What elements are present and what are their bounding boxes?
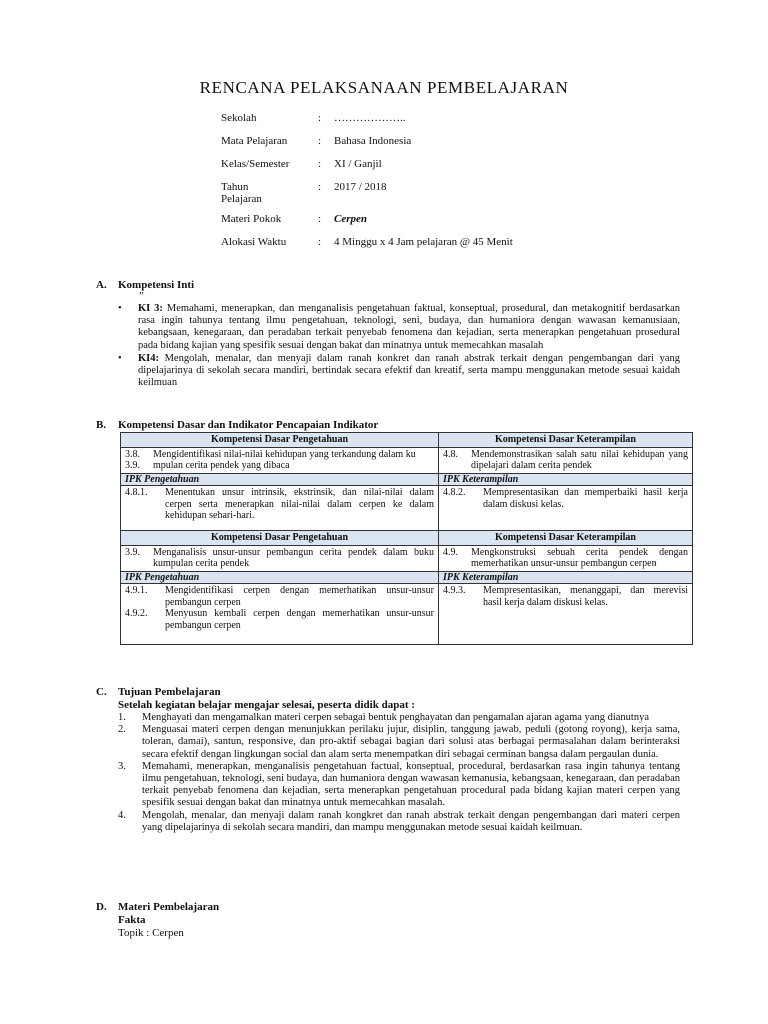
info-value: Bahasa Indonesia <box>334 135 412 147</box>
info-colon: : <box>318 236 322 248</box>
ipk-number: 4.8.2. <box>443 487 466 498</box>
info-label: Kelas/Semester <box>221 158 290 170</box>
kd-text: mpulan cerita pendek yang dibaca <box>153 460 290 471</box>
ki-list <box>118 303 680 390</box>
item-number: 2. <box>118 724 126 736</box>
info-value: XI / Ganjil <box>334 158 382 170</box>
ki-text: Mengolah, menalar, dan menyaji dalam ranah konkret dan ranah abstrak terkait dengan pengembangan dari yang dipelajarinya di sekolah secara mandiri, bertindak secara efektif dan kreatif, serta mampu menggunakan metode sesuai kaidah keilmuan <box>138 352 680 389</box>
item-number: 4. <box>118 809 126 821</box>
table-row <box>121 447 693 473</box>
ipk-header-row <box>121 571 693 584</box>
section-letter: D. <box>96 901 107 913</box>
kd-text: Mengkonstruksi sebuah cerita pendek dengan memerhatikan unsur-unsur pembangun cerpen <box>471 546 688 569</box>
info-colon: : <box>318 181 322 193</box>
item-number: 1. <box>118 712 126 723</box>
ipk-number: 4.9.2. <box>125 608 148 619</box>
ipk-text: Menentukan unsur intrinsik, ekstrinsik, dan nilai-nilai dalam cerpen serta menerapkan nilai-nilai dalam cerpen ke dalam kehidupan sehari-hari. <box>165 487 434 521</box>
section-letter: A. <box>96 279 107 291</box>
ki-label: KI 3: <box>138 303 163 314</box>
ipk-pengetahuan-label: IPK Pengetahuan <box>121 571 439 584</box>
kd-entry <box>443 547 688 570</box>
table-row <box>121 584 693 645</box>
ki-text: Memahami, menerapkan, dan menganalisis pengetahuan faktual, konseptual, prosedural, dan metakognitif berdasarkan rasa ingin tahunya tentang ilmu pengetahuan, teknologi, seni, budaya, dan humaniora dengan wawasan kemanusiaan, kebangsaan, kenegaraan, dan peradaban terkait penyebab fenomena dan kejadian, serta menerapkan pengetahuan prosedural pada bidang kajian yang spesifik sesuai dengan bakat dan minatnya untuk memecahkan masalah <box>138 303 680 351</box>
ipk-number: 4.8.1. <box>125 487 148 498</box>
ipk-number: 4.9.1. <box>125 585 148 596</box>
kd-keterampilan-cell <box>439 447 693 473</box>
ipk-entry <box>125 608 434 631</box>
table-row <box>121 545 693 571</box>
kd-keterampilan-cell <box>439 545 693 571</box>
ki-label: KI4: <box>138 352 159 364</box>
list-item <box>118 724 680 761</box>
kd-table <box>120 432 693 645</box>
table-header-row <box>121 433 693 448</box>
info-colon: : <box>318 135 322 147</box>
ipk-keterampilan-label: IPK Keterampilan <box>439 473 693 486</box>
kd-pengetahuan-cell <box>121 545 439 571</box>
item-text: Menguasai materi cerpen dengan menunjukkan perilaku jujur, disiplin, tanggung jawab, peduli (gotong royong), kerja sama, toleran, damai), santun, responsive, dan pro-aktif sebagai bagian dari solusi atas berbagai permasalahan dalam berinteraksi secara efektif dengan lingkungan social dan alam serta menempatkan diri sebagai cerminan bangsa dalam pergaulan dunia. <box>142 724 680 760</box>
kd-entry <box>125 449 434 461</box>
ipk-header-row <box>121 473 693 486</box>
section-title: Materi Pembelajaran <box>118 901 220 913</box>
info-label: Alokasi Waktu <box>221 236 287 248</box>
info-label: Materi Pokok <box>221 213 282 225</box>
kd-number: 3.9. <box>125 546 140 558</box>
list-item <box>118 712 680 724</box>
ipk-entry <box>125 585 434 608</box>
kd-number: 4.8. <box>443 448 458 460</box>
bullet-icon: • <box>118 303 122 314</box>
tujuan-list <box>118 712 680 834</box>
ipk-text: Mengidentifikasi cerpen dengan memerhatikan unsur-unsur pembangun cerpen <box>165 585 434 608</box>
kd-pengetahuan-header: Kompetensi Dasar Pengetahuan <box>121 433 439 448</box>
kd-number: 4.9. <box>443 546 458 558</box>
ipk-keterampilan-cell <box>439 584 693 645</box>
kd-text: Mendemonstrasikan salah satu nilai kehidupan yang dipelajari dalam cerita pendek <box>471 448 688 471</box>
list-item <box>118 303 680 352</box>
ipk-entry <box>443 487 688 510</box>
section-title: Kompetensi Inti <box>118 279 195 291</box>
section-letter: B. <box>96 419 107 431</box>
section-title: Kompetensi Dasar dan Indikator Pencapaian Indikator <box>118 419 379 431</box>
ipk-text: Mempresentasikan, menanggapi, dan merevisi hasil kerja dalam diskusi kelas. <box>483 585 688 608</box>
info-colon: : <box>318 213 322 225</box>
kd-entry <box>125 547 434 570</box>
list-item <box>118 761 680 810</box>
info-value: ……………….. <box>334 112 406 124</box>
list-item <box>118 810 680 834</box>
kd-text: Mengidentifikasi nilai-nilai kehidupan yang terkandung dalam ku <box>153 448 416 460</box>
materi-subheading: Fakta <box>118 914 146 926</box>
ipk-pengetahuan-label: IPK Pengetahuan <box>121 473 439 486</box>
ipk-keterampilan-label: IPK Keterampilan <box>439 571 693 584</box>
kd-pengetahuan-header: Kompetensi Dasar Pengetahuan <box>121 531 439 546</box>
ipk-number: 4.9.3. <box>443 585 466 596</box>
bullet-icon: • <box>118 352 122 364</box>
info-colon: : <box>318 112 322 124</box>
section-letter: C. <box>96 686 107 698</box>
ipk-entry <box>443 585 688 608</box>
kd-pengetahuan-cell <box>121 447 439 473</box>
ipk-entry <box>125 487 434 522</box>
info-label: Sekolah <box>221 112 257 124</box>
ipk-keterampilan-cell <box>439 486 693 531</box>
kd-entry <box>125 460 434 472</box>
ipk-text: Menyusun kembali cerpen dengan memerhatikan unsur-unsur pembangun cerpen <box>165 608 434 631</box>
item-text: Menghayati dan mengamalkan materi cerpen sebagai bentuk penghayatan dan pengamalan ajaran agama yang dianutnya <box>142 712 649 723</box>
item-text: Memahami, menerapkan, menganalisis pengetahuan factual, konseptual, procedural, berdasarkan rasa ingin tahunya tentang ilmu pengetahuan, teknologi, seni budaya, dan humaniora dengan wawasan kemanusia, kebangsaan, kenegaraan, dan peradaban terkait penyebab fenomena dan kejadian, serta menerapkan pengetahuan procedural pada bidang kajian materi cerpen yang spesifik sesuai dengan bakat dan minatnya untuk memecahkan masalah. <box>142 760 680 809</box>
kd-number: 3.9. <box>125 460 140 471</box>
info-value: Cerpen <box>334 213 367 225</box>
info-label: Tahun Pelajaran <box>221 181 262 205</box>
item-text: Mengolah, menalar, dan menyaji dalam ranah kongkret dan ranah abstrak terkait dengan pengembangan dari materi cerpen yang dipelajarinya di sekolah secara mandiri, dan mampu menggunakan metode sesuai kaidah keilmuan. <box>142 809 680 833</box>
document-title: RENCANA PELAKSANAAN PEMBELAJARAN <box>199 78 569 97</box>
info-value: 2017 / 2018 <box>334 181 387 193</box>
section-title: Tujuan Pembelajaran <box>118 686 221 698</box>
table-row <box>121 486 693 531</box>
info-colon: : <box>318 158 322 170</box>
item-number: 3. <box>118 760 126 772</box>
kd-keterampilan-header: Kompetensi Dasar Keterampilan <box>439 531 693 546</box>
kd-number: 3.8. <box>125 448 140 460</box>
ipk-pengetahuan-cell <box>121 584 439 645</box>
table-header-row <box>121 531 693 546</box>
ipk-pengetahuan-cell <box>121 486 439 531</box>
info-value: 4 Minggu x 4 Jam pelajaran @ 45 Menit <box>334 236 513 248</box>
kd-text: Menganalisis unsur-unsur pembangun cerita pendek dalam buku kumpulan cerita pendek <box>153 546 434 569</box>
list-item <box>118 353 680 390</box>
quote-mark: ” <box>139 291 144 302</box>
section-c-subtitle: Setelah kegiatan belajar mengajar selesai, peserta didik dapat : <box>118 699 415 711</box>
materi-topic: Topik : Cerpen <box>118 927 184 939</box>
kd-entry <box>443 449 688 472</box>
kd-keterampilan-header: Kompetensi Dasar Keterampilan <box>439 433 693 448</box>
ipk-text: Mempresentasikan dan memperbaiki hasil kerja dalam diskusi kelas. <box>483 487 688 510</box>
info-label: Mata Pelajaran <box>221 135 288 147</box>
